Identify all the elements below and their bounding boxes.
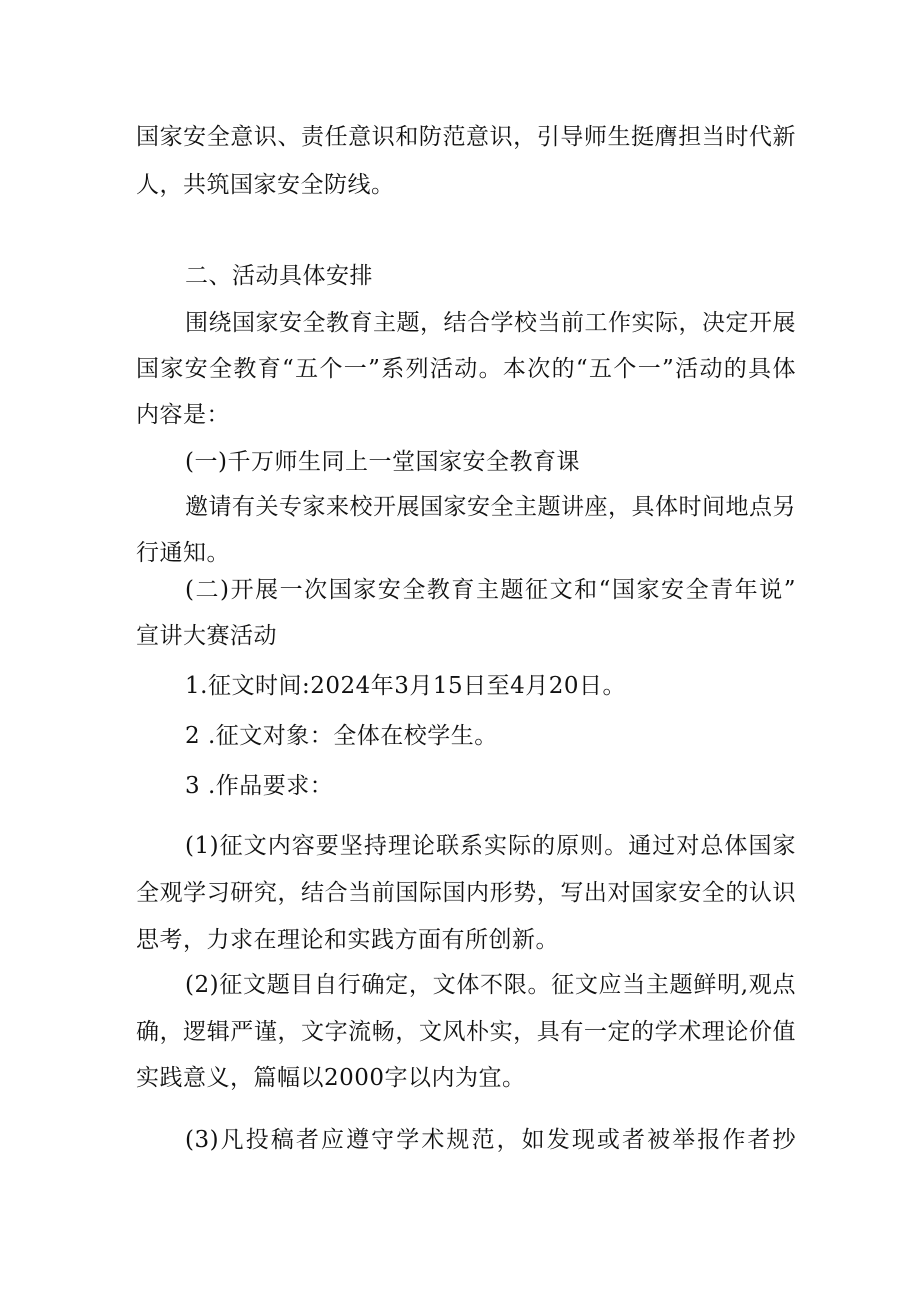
text-line-18: (2)征文题目自行确定，文体不限。征文应当主题鲜明,观点 xyxy=(185,972,796,998)
subsection-heading-2: (二)开展一次国家安全教育主题征文和“国家安全青年说” xyxy=(185,577,796,603)
text-line-11: 宣讲大赛活动 xyxy=(136,623,277,649)
text-line-16: 全观学习研究，结合当前国际国内形势，写出对国家安全的认识 xyxy=(136,880,796,906)
text-line-14: 3 .作品要求： xyxy=(185,773,334,799)
text-line-13: 2 .征文对象：全体在校学生。 xyxy=(185,723,498,749)
text-line-8: 邀请有关专家来校开展国家安全主题讲座，具体时间地点另 xyxy=(185,494,796,520)
text-line-19: 确，逻辑严谨，文字流畅，文风朴实，具有一定的学术理论价值 xyxy=(136,1019,796,1045)
text-line-4: 围绕国家安全教育主题，结合学校当前工作实际，决定开展 xyxy=(185,310,796,336)
text-line-21: (3)凡投稿者应遵守学术规范，如发现或者被举报作者抄 xyxy=(185,1127,796,1153)
text-line-12: 1.征文时间:2024年3月15日至4月20日。 xyxy=(185,673,627,699)
text-line-15: (1)征文内容要坚持理论联系实际的原则。通过对总体国家 xyxy=(185,833,796,859)
text-line-5: 国家安全教育“五个一”系列活动。本次的“五个一”活动的具体 xyxy=(136,356,796,382)
text-line-2: 人，共筑国家安全防线。 xyxy=(136,172,395,198)
text-line-20: 实践意义，篇幅以2000字以内为宜。 xyxy=(136,1065,526,1091)
text-line-9: 行通知。 xyxy=(136,540,230,566)
subsection-heading-1: (一)千万师生同上一堂国家安全教育课 xyxy=(185,449,580,475)
text-line-17: 思考，力求在理论和实践方面有所创新。 xyxy=(136,927,559,953)
text-line-6: 内容是： xyxy=(136,402,230,428)
text-line-1: 国家安全意识、责任意识和防范意识，引导师生挺膺担当时代新 xyxy=(136,124,796,150)
section-heading: 二、活动具体安排 xyxy=(185,263,373,289)
